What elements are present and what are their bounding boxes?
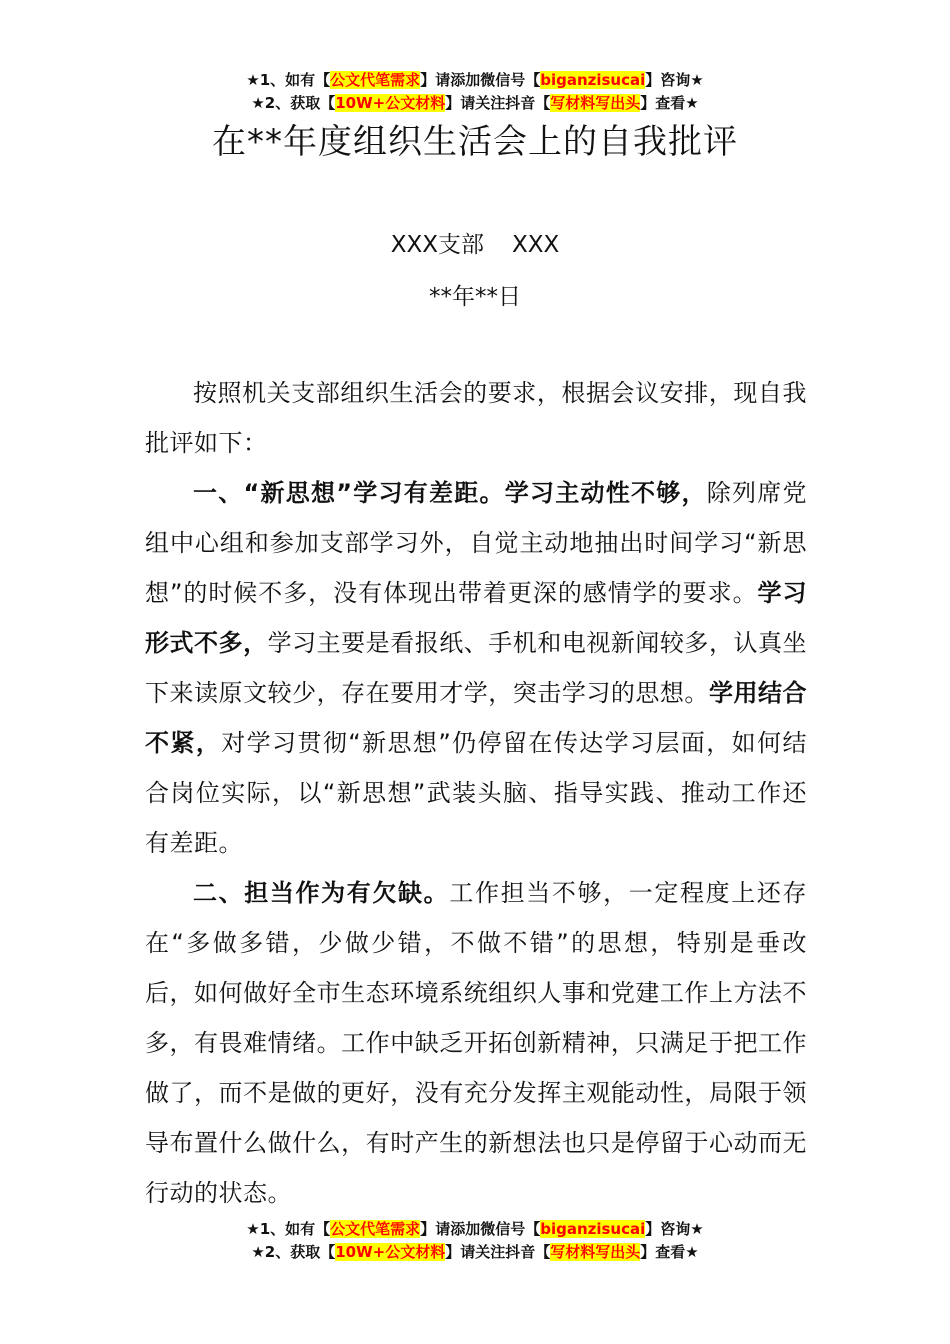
section-1-text-3: 对学习贯彻“新思想”仍停留在传达学习层面，如何结合岗位实际，以“新思想”武装头脑、指导实践、推动工作还有差距。 — [145, 729, 807, 857]
banner-text: 】咨询★ — [645, 1220, 704, 1238]
highlight-wechat-id: biganzisucai — [540, 71, 646, 89]
intro-paragraph: 按照机关支部组织生活会的要求，根据会议安排，现自我批评如下： — [145, 379, 807, 457]
banner-text: ★1、如有【 — [246, 1220, 331, 1238]
section-1-heading: 一、“新思想”学习有差距。 — [193, 479, 505, 507]
document-body — [145, 368, 807, 1218]
branch-name: XXX支部 — [390, 232, 484, 258]
banner-text: 】请添加微信号【 — [420, 1220, 541, 1238]
highlight-service: 公文代笔需求 — [330, 71, 421, 89]
document-title: 在**年度组织生活会上的自我批评 — [212, 122, 738, 162]
banner-text: ★1、如有【 — [246, 71, 331, 89]
highlight-wechat-id: biganzisucai — [540, 1220, 646, 1238]
author-name: XXX — [512, 232, 560, 258]
section-1-point-1: 学习主动性不够， — [504, 479, 707, 507]
section-2-text: 工作担当不够，一定程度上还存在“多做多错，少做少错，不做不错”的思想，特别是垂改后，如何做好全市生态环境系统组织人事和党建工作上方法不多，有畏难情绪。工作中缺乏开拓创新精神，只满足于把工作做了，而不是做的更好，没有充分发挥主观能动性，局限于领导布置什么做什么，有时产生的新想法也只是停留于心动而无行动的状态。 — [145, 879, 808, 1207]
banner-text: ★2、获取【 — [251, 1243, 336, 1261]
section-1-paragraph — [145, 468, 807, 868]
section-1-text-1: 除列席党组中心组和参加支部学习外，自觉主动地抽出时间学习“新思想”的时候不多，没有体现出带着更深的感情学的要求。 — [145, 479, 808, 607]
highlight-service: 公文代笔需求 — [330, 1220, 421, 1238]
banner-line-1 — [0, 1218, 950, 1241]
highlight-douyin-account: 写材料写出头 — [550, 1243, 641, 1261]
banner-text: 】请关注抖音【 — [445, 94, 551, 112]
highlight-materials: 10W+公文材料 — [335, 1243, 446, 1261]
document-date: **年**日 — [429, 284, 521, 310]
highlight-douyin-account: 写材料写出头 — [550, 94, 641, 112]
banner-text: 】查看★ — [640, 1243, 699, 1261]
section-2-heading: 二、担当作为有欠缺。 — [193, 879, 450, 907]
banner-line-2 — [0, 92, 950, 115]
banner-text: 】请添加微信号【 — [420, 71, 541, 89]
banner-text: 】咨询★ — [645, 71, 704, 89]
section-1-point-3: 学用结合不紧， — [145, 679, 808, 757]
section-1-text-2: 学习主要是看报纸、手机和电视新闻较多，认真坐下来读原文较少，存在要用才学，突击学习的思想。 — [145, 629, 808, 707]
section-1-point-2: 学习形式不多， — [145, 579, 807, 657]
banner-text: 】请关注抖音【 — [445, 1243, 551, 1261]
footer-banner — [0, 1218, 950, 1264]
banner-line-2 — [0, 1241, 950, 1264]
banner-text: ★2、获取【 — [251, 94, 336, 112]
highlight-materials: 10W+公文材料 — [335, 94, 446, 112]
section-2-paragraph — [145, 868, 807, 1218]
banner-line-1 — [0, 69, 950, 92]
header-banner — [0, 69, 950, 115]
author-line — [0, 230, 950, 260]
banner-text: 】查看★ — [640, 94, 699, 112]
